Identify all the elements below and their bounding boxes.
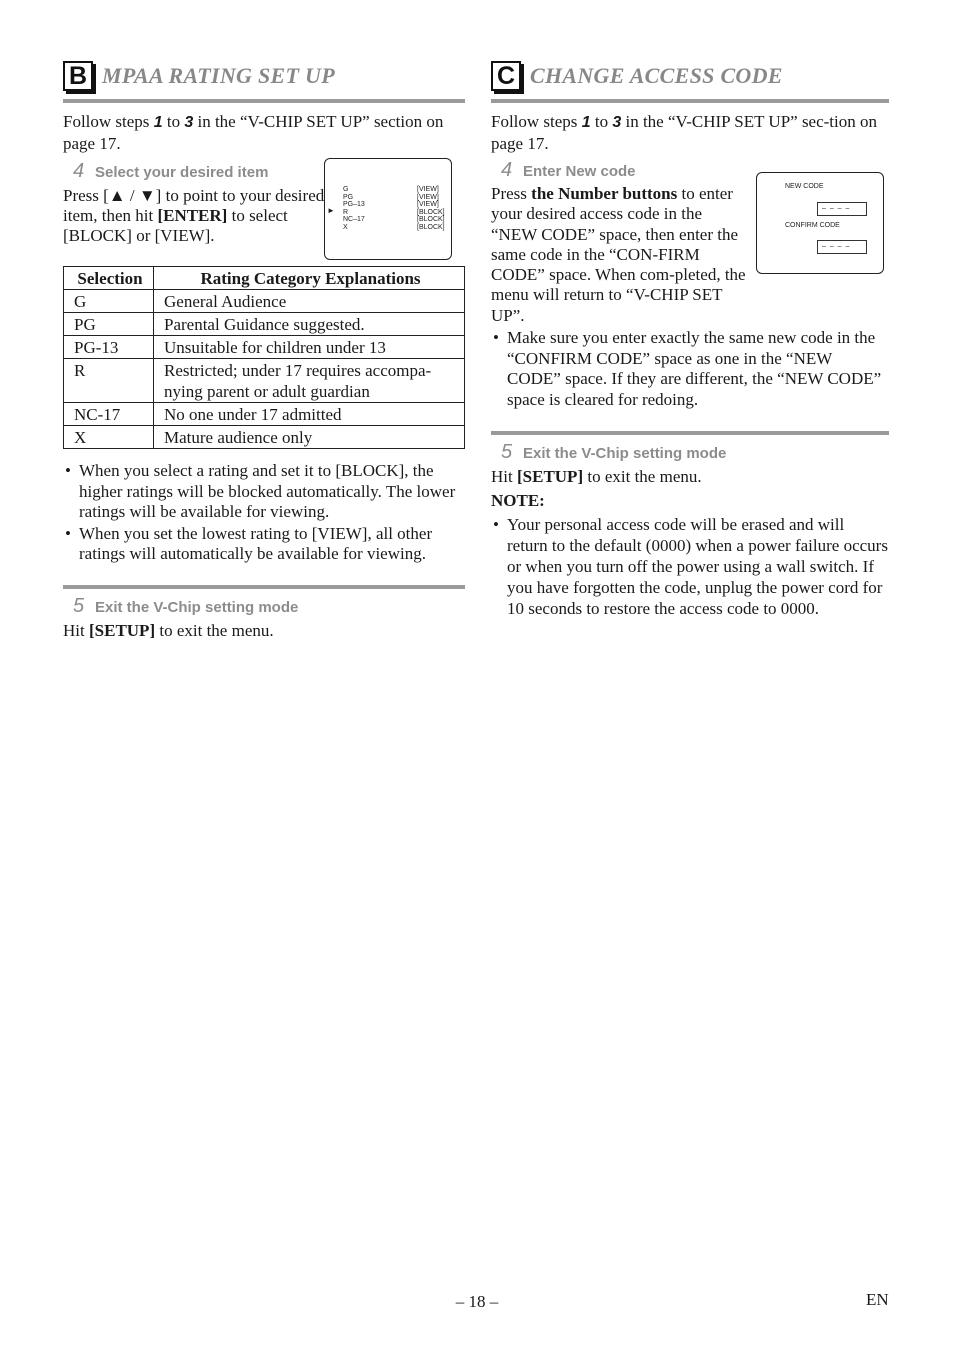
table-row bbox=[64, 359, 465, 403]
screen-rating-value: [VIEW] bbox=[417, 186, 439, 193]
rating-table bbox=[63, 266, 465, 449]
new-code-field bbox=[817, 202, 867, 216]
table-cell: Restricted; under 17 requires accompa-nying parent or adult guardian bbox=[154, 359, 465, 403]
table-row bbox=[64, 313, 465, 336]
language-tag: EN bbox=[866, 1290, 889, 1309]
screen-rating-label: NC–17 bbox=[343, 216, 365, 223]
access-code-screen bbox=[756, 172, 884, 274]
new-code-label: NEW CODE bbox=[785, 183, 824, 190]
step-number: 4 bbox=[73, 160, 85, 182]
list-item: • Your personal access code will be erased and will return to the default (0000) when a power failure occurs or when you turn off the power using a wall switch. If you have forgotten the code, unplug the power cord for 10 seconds to restore the access code to 0000. bbox=[491, 514, 889, 619]
screen-rating-value: [BLOCK] bbox=[417, 208, 445, 216]
table-row bbox=[64, 426, 465, 449]
step-4-text bbox=[63, 186, 325, 246]
step-5-text bbox=[491, 466, 889, 487]
step-ref-1: 1 bbox=[153, 114, 163, 131]
step-title: Enter New code bbox=[523, 163, 636, 180]
step-text-end: to exit the menu. bbox=[587, 467, 702, 487]
section-letter-badge: C bbox=[491, 61, 521, 91]
screen-rating-label: PG–13 bbox=[343, 201, 365, 208]
screen-rating-value: [BLOCK] bbox=[417, 216, 445, 223]
list-item: • When you select a rating and set it to [BLOCK], the higher ratings will be blocked automatically. The lower ratings will be available for viewing. bbox=[63, 461, 465, 523]
table-cell: Parental Guidance suggested. bbox=[154, 313, 465, 336]
section-title: CHANGE ACCESS CODE bbox=[530, 63, 783, 88]
step-title: Exit the V-Chip setting mode bbox=[95, 598, 299, 616]
screen-rating-value: [VIEW] bbox=[417, 193, 439, 201]
table-row bbox=[64, 403, 465, 426]
section-letter-badge: B bbox=[63, 61, 93, 91]
step-title: Exit the V-Chip setting mode bbox=[523, 445, 727, 463]
step-text-end: to exit the menu. bbox=[159, 620, 274, 640]
table-cell: R bbox=[64, 359, 154, 403]
step-title: Select your desired item bbox=[95, 164, 269, 181]
list-item: • When you set the lowest rating to [VIEW], all other ratings will automatically be available for viewing. bbox=[63, 524, 465, 565]
screen-rating-label: G bbox=[343, 186, 349, 193]
section-mpaa-rating bbox=[63, 58, 465, 641]
step-number: 4 bbox=[501, 159, 513, 181]
table-cell: Unsuitable for children under 13 bbox=[154, 336, 465, 359]
screen-rating-label: R bbox=[343, 208, 349, 216]
table-cell: X bbox=[64, 426, 154, 449]
step-text-end: to enter your desired access code in the “NEW CODE” space, then enter the same code in the “CON-FIRM CODE” space. When com-pleted, the menu will return to “V-CHIP SET UP”. bbox=[491, 184, 746, 325]
intro-text-end: in the “V-CHIP SET UP” sec-tion on page 17. bbox=[491, 112, 878, 153]
table-cell: NC-17 bbox=[64, 403, 154, 426]
table-cell: No one under 17 admitted bbox=[154, 403, 465, 426]
screen-rating-label: PG bbox=[343, 193, 354, 201]
table-row bbox=[64, 336, 465, 359]
table-header-selection: Selection bbox=[64, 267, 154, 290]
screen-rating-label: X bbox=[343, 223, 348, 231]
table-cell: G bbox=[64, 290, 154, 313]
step-5-heading bbox=[63, 595, 465, 618]
confirm-code-field bbox=[817, 240, 867, 254]
intro-text: Follow steps bbox=[63, 112, 150, 131]
intro-paragraph bbox=[491, 111, 889, 154]
confirm-code-label: CONFIRM CODE bbox=[785, 222, 840, 229]
table-cell: PG-13 bbox=[64, 336, 154, 359]
rating-menu-screen bbox=[324, 158, 452, 260]
section-header bbox=[63, 58, 465, 94]
intro-paragraph bbox=[63, 111, 465, 154]
note-label: NOTE: bbox=[491, 491, 545, 511]
new-code-value: – – – – bbox=[822, 205, 851, 212]
page-number: – 18 – bbox=[455, 1292, 499, 1311]
table-header-explanation: Rating Category Explanations bbox=[154, 267, 465, 290]
section-change-access-code bbox=[491, 58, 889, 620]
intro-to: to bbox=[166, 112, 181, 131]
step-text: Press [▲ / ▼] to point to your desired item, then hit bbox=[63, 186, 325, 225]
code-notes-list bbox=[491, 328, 889, 410]
table-cell: Mature audience only bbox=[154, 426, 465, 449]
rating-notes-list bbox=[63, 461, 465, 565]
section-divider bbox=[63, 585, 465, 589]
step-ref-3: 3 bbox=[184, 114, 194, 131]
step-text: Press bbox=[491, 184, 527, 203]
table-header-row bbox=[64, 267, 465, 290]
table-row bbox=[64, 290, 465, 313]
step-text: Hit bbox=[491, 467, 513, 487]
step-number: 5 bbox=[73, 594, 85, 617]
list-item: • Make sure you enter exactly the same new code in the “CONFIRM CODE” space as one in the “NEW CODE” space. If they are different, the “NEW CODE” space is cleared for redoing. bbox=[491, 328, 889, 410]
table-cell: General Audience bbox=[154, 290, 465, 313]
note-list bbox=[491, 514, 889, 619]
screen-rating-value: [BLOCK] bbox=[417, 223, 445, 231]
intro-text: Follow steps bbox=[491, 112, 578, 131]
step-text: Hit bbox=[63, 620, 85, 640]
section-divider bbox=[491, 431, 889, 435]
step-5-heading bbox=[491, 441, 889, 464]
step-text-bold: [SETUP] bbox=[88, 620, 156, 640]
cursor-arrow-icon: ► bbox=[327, 206, 335, 215]
intro-text-end: in the “V-CHIP SET UP” section on page 17. bbox=[63, 112, 444, 153]
step-text-bold: [SETUP] bbox=[516, 467, 584, 487]
table-cell: PG bbox=[64, 313, 154, 336]
step-text-bold: the Number buttons bbox=[531, 184, 678, 203]
step-ref-1: 1 bbox=[581, 114, 591, 131]
step-text-end: to select [BLOCK] or [VIEW]. bbox=[63, 206, 288, 245]
step-text-bold: [ENTER] bbox=[157, 206, 228, 225]
section-header bbox=[491, 58, 889, 94]
section-title: MPAA RATING SET UP bbox=[102, 63, 335, 88]
step-ref-3: 3 bbox=[612, 114, 622, 131]
confirm-code-value: – – – – bbox=[822, 243, 851, 250]
screen-rating-value: [VIEW] bbox=[417, 201, 439, 208]
section-divider bbox=[63, 99, 465, 103]
step-5-text bbox=[63, 620, 465, 641]
intro-to: to bbox=[594, 112, 609, 131]
step-number: 5 bbox=[501, 441, 513, 464]
section-divider bbox=[491, 99, 889, 103]
